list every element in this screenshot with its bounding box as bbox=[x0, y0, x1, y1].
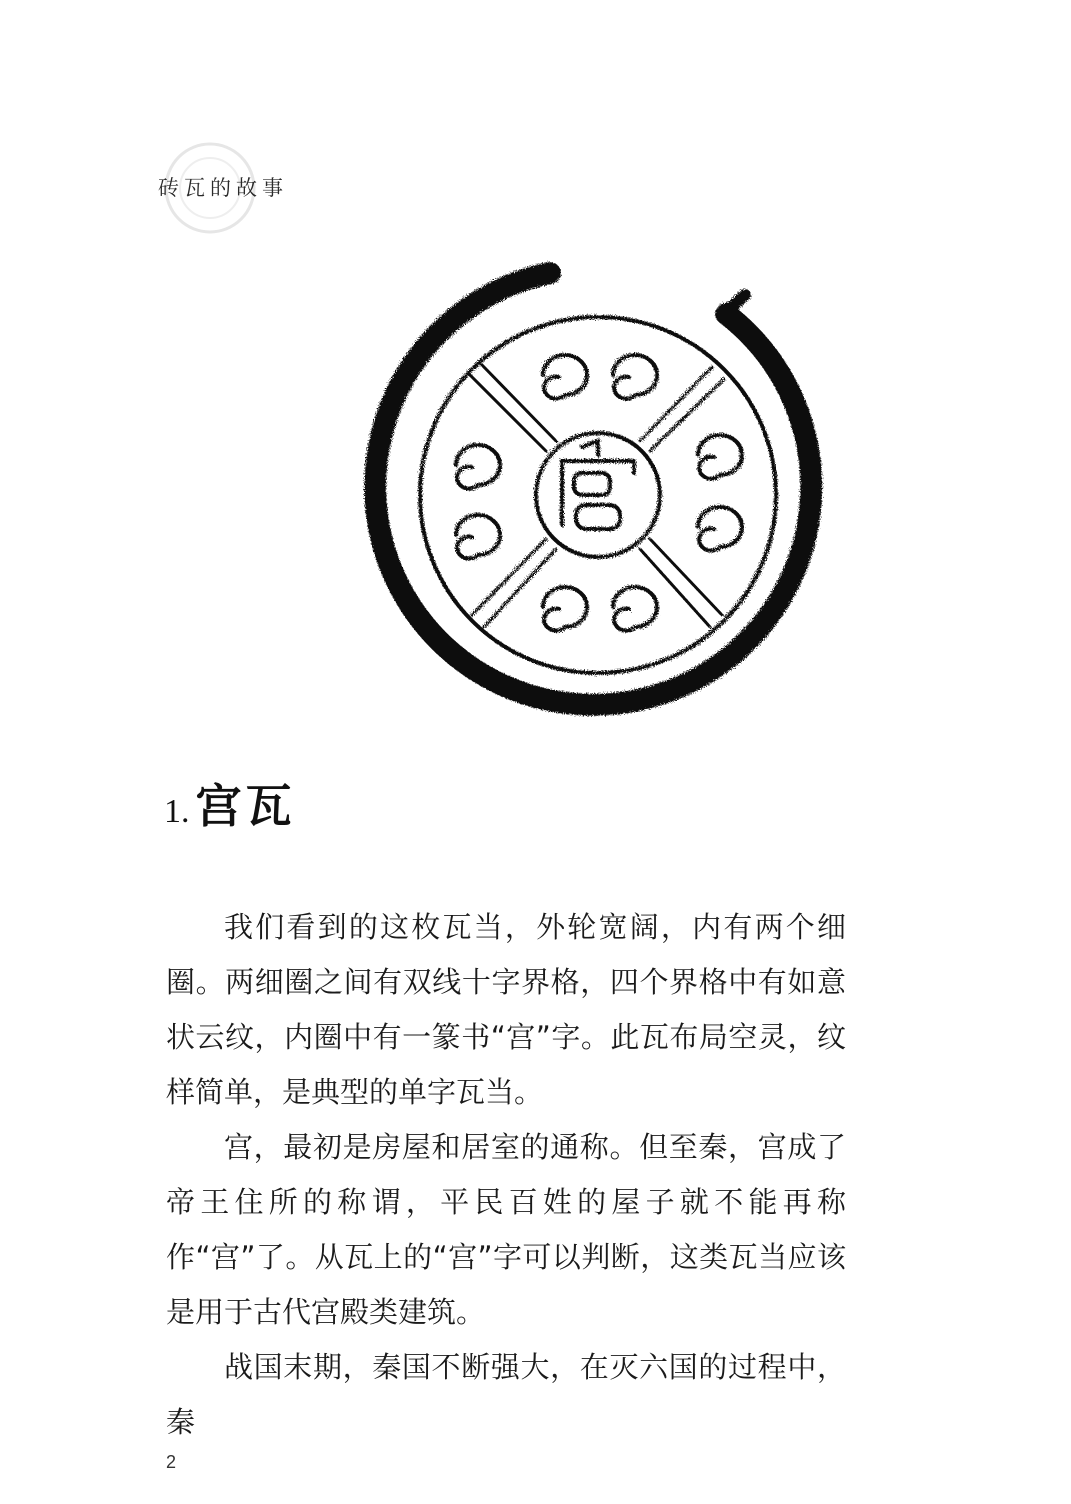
paragraph: 我们看到的这枚瓦当，外轮宽阔，内有两个细圈。两细圈之间有双线十字界格，四个界格中有如意状云纹，内圈中有一篆书“宫”字。此瓦布局空灵，纹样简单，是典型的单字瓦当。 bbox=[166, 910, 846, 1109]
paragraph: 战国末期，秦国不断强大，在灭六国的过程中，秦 bbox=[166, 1350, 846, 1439]
section-number: 1. bbox=[164, 793, 190, 830]
wadang-roof-tile-rubbing-icon bbox=[350, 255, 850, 725]
section-heading bbox=[164, 770, 296, 836]
paragraph: 宫，最初是房屋和居室的通称。但至秦，宫成了帝王住所的称谓，平民百姓的屋子就不能再称作“宫”了。从瓦上的“宫”字可以判断，这类瓦当应该是用于古代宫殿类建筑。 bbox=[166, 1130, 846, 1329]
page-number: 2 bbox=[166, 1452, 177, 1472]
running-head: 砖瓦的故事 bbox=[158, 176, 288, 200]
body-text bbox=[166, 900, 846, 1450]
section-title: 宫瓦 bbox=[195, 779, 296, 833]
